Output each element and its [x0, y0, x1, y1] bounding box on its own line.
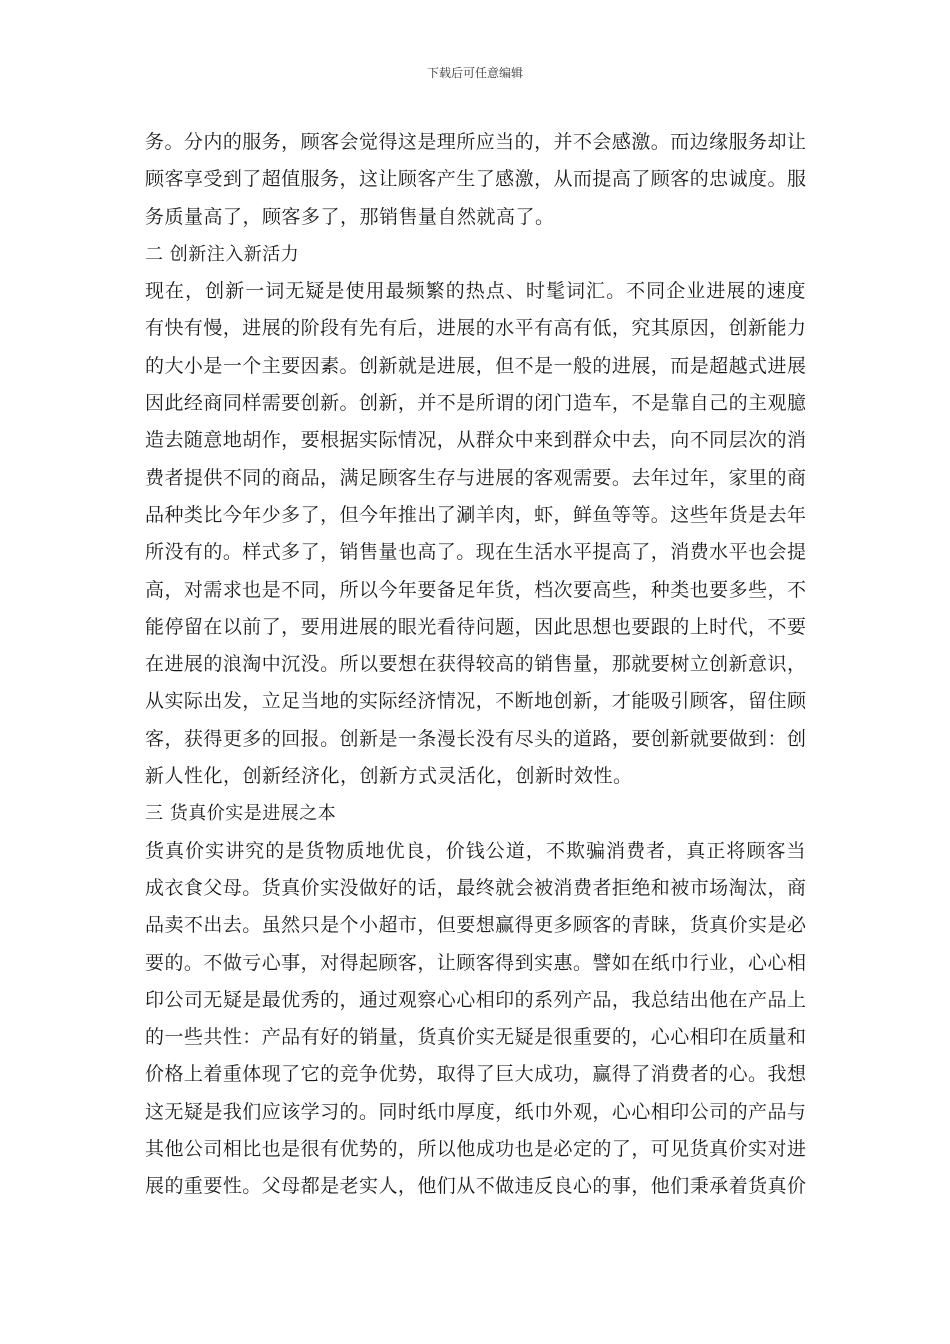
paragraph-line: 在 进 展 的 浪 淘 中 沉 没 。 所 以 要 想 在 获 得 较 高 的 销 售 量 ， 那 就 要 树 立 创 新 意 识 ，: [145, 653, 807, 676]
paragraph-line: 品 卖 不 出 去 。 虽 然 只 是 个 小 超 市 ， 但 要 想 赢 得 更 多 顾 客 的 青 睐 ， 货 真 价 实 是 必: [145, 914, 807, 937]
paragraph-line: 要 的 。 不 做 亏 心 事 ， 对 得 起 顾 客 ， 让 顾 客 得 到 实 惠 。 譬 如 在 纸 巾 行 业 ， 心 心 相: [145, 951, 807, 974]
paragraph-line: 费 者 提 供 不 同 的 商 品 ， 满 足 顾 客 生 存 与 进 展 的 客 观 需 要 。 去 年 过 年 ， 家 里 的 商: [145, 466, 807, 489]
paragraph-line: 现 在 ， 创 新 一 词 无 疑 是 使 用 最 频 繁 的 热 点 、 时 髦 词 汇 。 不 同 企 业 进 展 的 速 度: [145, 280, 807, 303]
paragraph-line: 这 无 疑 是 我 们 应 该 学 习 的 。 同 时 纸 巾 厚 度 ， 纸 巾 外 观 ， 心 心 相 印 公 司 的 产 品 与: [145, 1100, 807, 1123]
paragraph-line: 价 格 上 着 重 体 现 了 它 的 竞 争 优 势 ， 取 得 了 巨 大 成 功 ， 赢 得 了 消 费 者 的 心 。 我 想: [145, 1063, 807, 1086]
paragraph-line: 务质量高了，顾客多了，那销售量自然就高了。: [145, 205, 555, 228]
paragraph-line: 造 去 随 意 地 胡 作 ， 要 根 据 实 际 情 况 ， 从 群 众 中 来 到 群 众 中 去 ， 向 不 同 层 次 的 消: [145, 429, 807, 452]
paragraph-line: 展 的 重 要 性 。 父 母 都 是 老 实 人 ， 他 们 从 不 做 违 反 良 心 的 事 ， 他 们 秉 承 着 货 真 价: [145, 1175, 807, 1198]
paragraph-line: 所 没 有 的 。 样 式 多 了 ， 销 售 量 也 高 了 。 现 在 生 活 水 平 提 高 了 ， 消 费 水 平 也 会 提: [145, 541, 807, 564]
paragraph-line: 务 。 分 内 的 服 务 ， 顾 客 会 觉 得 这 是 理 所 应 当 的 ， 并 不 会 感 激 。 而 边 缘 服 务 却 让: [145, 131, 807, 153]
paragraph-line: 能 停 留 在 以 前 了 ， 要 用 进 展 的 眼 光 看 待 问 题 ， 因 此 思 想 也 要 跟 的 上 时 代 ， 不 要: [145, 615, 807, 638]
paragraph-line: 成 衣 食 父 母 。 货 真 价 实 没 做 好 的 话 ， 最 终 就 会 被 消 费 者 拒 绝 和 被 市 场 淘 汰 ， 商: [145, 876, 807, 899]
paragraph-line: 品 种 类 比 今 年 少 多 了 ， 但 今 年 推 出 了 涮 羊 肉 ， 虾 ， 鲜 鱼 等 等 。 这 些 年 货 是 去 年: [145, 503, 807, 526]
page-header: 下载后可任意编辑: [426, 66, 523, 80]
document-body: [145, 124, 810, 1206]
paragraph-line: 有 快 有 慢 ， 进 展 的 阶 段 有 先 有 后 ， 进 展 的 水 平 有 高 有 低 ， 究 其 原 因 ， 创 新 能 力: [145, 317, 807, 340]
section-heading: 三 货真价实是进展之本: [145, 803, 337, 825]
paragraph-line: 的 大 小 是 一 个 主 要 因 素 。 创 新 就 是 进 展 ， 但 不 是 一 般 的 进 展 ， 而 是 超 越 式 进 展: [145, 354, 807, 377]
paragraph-line: 因 此 经 商 同 样 需 要 创 新 。 创 新 ， 并 不 是 所 谓 的 闭 门 造 车 ， 不 是 靠 自 己 的 主 观 臆: [145, 392, 807, 415]
paragraph-line: 客 ， 获 得 更 多 的 回 报 。 创 新 是 一 条 漫 长 没 有 尽 头 的 道 路 ， 要 创 新 就 要 做 到 ： 创: [145, 727, 807, 750]
paragraph-line: 货 真 价 实 讲 究 的 是 货 物 质 地 优 良 ， 价 钱 公 道 ， 不 欺 骗 消 费 者 ， 真 正 将 顾 客 当: [145, 839, 807, 862]
paragraph-line: 高 ， 对 需 求 也 是 不 同 ， 所 以 今 年 要 备 足 年 货 ， 档 次 要 高 些 ， 种 类 也 要 多 些 ， 不: [145, 578, 807, 601]
paragraph-line: 印 公 司 无 疑 是 最 优 秀 的 ， 通 过 观 察 心 心 相 印 的 系 列 产 品 ， 我 总 结 出 他 在 产 品 上: [145, 988, 807, 1011]
paragraph-line: 新人性化，创新经济化，创新方式灵活化，创新时效性。: [145, 765, 633, 788]
paragraph-line: 其 他 公 司 相 比 也 是 很 有 优 势 的 ， 所 以 他 成 功 也 是 必 定 的 了 ， 可 见 货 真 价 实 对 进: [145, 1138, 807, 1161]
paragraph-line: 的 一 些 共 性 ： 产 品 有 好 的 销 量 ， 货 真 价 实 无 疑 是 很 重 要 的 ， 心 心 相 印 在 质 量 和: [145, 1026, 807, 1049]
section-heading: 二 创新注入新活力: [145, 243, 300, 265]
paragraph-line: 顾 客 享 受 到 了 超 值 服 务 ， 这 让 顾 客 产 生 了 感 激 ， 从 而 提 高 了 顾 客 的 忠 诚 度 。 服: [145, 168, 807, 191]
paragraph-line: 从 实 际 出 发 ， 立 足 当 地 的 实 际 经 济 情 况 ， 不 断 地 创 新 ， 才 能 吸 引 顾 客 ， 留 住 顾: [145, 690, 807, 713]
